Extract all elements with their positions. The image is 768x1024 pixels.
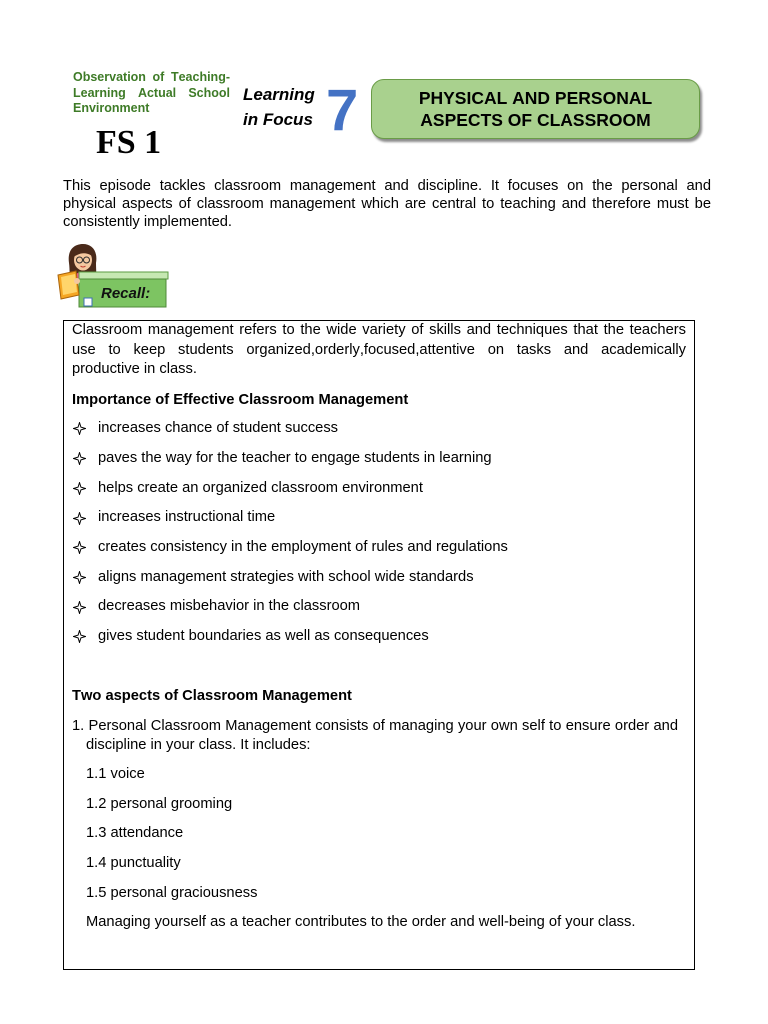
list-item <box>73 503 673 533</box>
list-item <box>73 563 673 593</box>
list-item <box>73 444 673 474</box>
four-point-star-icon <box>73 482 86 495</box>
recall-label: Recall: <box>101 285 151 302</box>
list-item-text: helps create an organized classroom environment <box>98 479 423 496</box>
program-title-line: Environment <box>73 101 150 115</box>
importance-heading: Importance of Effective Classroom Management <box>72 392 409 408</box>
four-point-star-icon <box>73 601 86 614</box>
aspects-heading: Two aspects of Classroom Management <box>72 688 352 704</box>
list-item-text: aligns management strategies with school wide standards <box>98 568 474 585</box>
component-item: 1.1 voice <box>86 766 145 782</box>
list-item-text: increases chance of student success <box>98 420 339 437</box>
personal-management-components <box>86 764 257 912</box>
importance-list <box>73 414 673 652</box>
four-point-star-icon <box>73 452 86 465</box>
episode-title-box <box>371 79 700 139</box>
program-title-line: Observation of Teaching- <box>73 70 230 84</box>
four-point-star-icon <box>73 512 86 525</box>
list-item-text: increases instructional time <box>98 509 276 526</box>
course-code: FS 1 <box>96 124 162 161</box>
component-item: 1.5 personal graciousness <box>86 884 258 901</box>
list-item-text: paves the way for the teacher to engage students in learning <box>98 449 492 466</box>
personal-management-summary: Managing yourself as a teacher contributes to the order and well-being of your class. <box>86 914 636 930</box>
list-item <box>73 533 673 563</box>
program-title-line: Learning Actual School <box>73 85 230 100</box>
component-item: 1.3 attendance <box>86 825 184 842</box>
list-item <box>73 592 673 622</box>
four-point-star-icon <box>73 422 86 435</box>
personal-management-description: 1. Personal Classroom Management consists of managing your own self to ensure order and discipline in your class. It includes: <box>72 718 678 753</box>
list-item-text: creates consistency in the employment of rules and regulations <box>98 538 508 555</box>
list-item-text: gives student boundaries as well as consequences <box>98 627 429 644</box>
list-item <box>73 414 673 444</box>
episode-title-line: PHYSICAL AND PERSONAL <box>418 87 653 108</box>
component-item: 1.4 punctuality <box>86 855 181 872</box>
episode-number: 7 <box>326 78 359 143</box>
list-item <box>73 474 673 504</box>
four-point-star-icon <box>73 541 86 554</box>
learning-in-focus-line: Learning <box>243 85 315 104</box>
episode-title-line: ASPECTS OF CLASSROOM <box>420 109 651 130</box>
intro-paragraph: This episode tackles classroom management and discipline. It focuses on the personal and physical aspects of classroom management which are central to teaching and therefore must be consistently implemented. <box>63 178 711 230</box>
four-point-star-icon <box>73 630 86 643</box>
learning-in-focus-line: in Focus <box>243 110 313 129</box>
list-item <box>73 622 673 652</box>
list-item-text: decreases misbehavior in the classroom <box>98 598 361 615</box>
learning-in-focus-label <box>243 82 315 132</box>
definition-paragraph: Classroom management refers to the wide variety of skills and techniques that the teachers use to keep students organized,orderly,focused,attentive on tasks and academically productive in class. <box>72 322 686 377</box>
four-point-star-icon <box>73 571 86 584</box>
recall-content-box <box>63 320 695 970</box>
component-item: 1.2 personal grooming <box>86 795 233 812</box>
program-title <box>73 70 230 117</box>
